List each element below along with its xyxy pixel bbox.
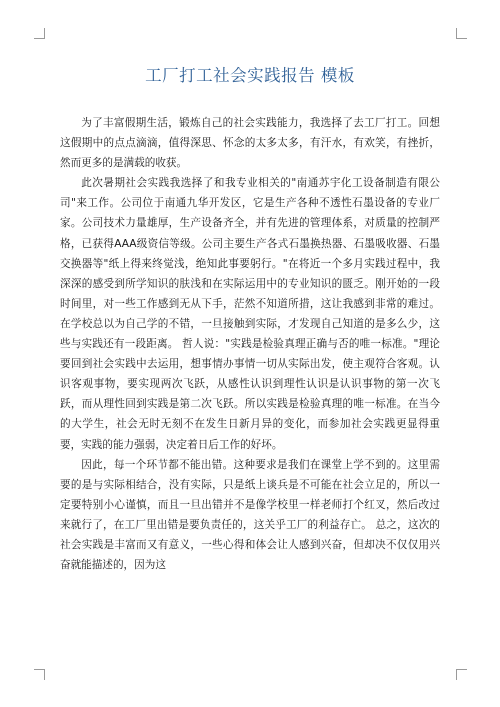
document-title: 工厂打工社会实践报告 模板 xyxy=(145,66,355,85)
document-body xyxy=(60,113,440,575)
crop-mark-top-left xyxy=(34,28,45,39)
paragraph: 此次暑期社会实践我选择了和我专业相关的"南通苏宇化工设备制造有限公司"来工作。公司位于南通九华开发区，它是生产各种不透性石墨设备的专业厂家。公司技术力量雄厚，生产设备齐全，并有先进的管理体系，对质量的控制严格，已获得AAA级资信等级。公司主要生产各式石墨换热器、石墨吸收器、石墨交换器等"纸上得来终觉浅，绝知此事要躬行。"在将近一个多月实践过程中，我深深的感受到所学知识的肤浅和在实际运用中的专业知识的匮乏。刚开始的一段时间里，对一些工作感到无从下手，茫然不知道所措，这让我感到非常的难过。在学校总以为自己学的不错，一旦接触到实际，才发现自己知道的是多么少，这些与实践还有一段距离。 哲人说："实践是检验真理正确与否的唯一标准。"理论要回到社会实践中去运用，想事情办事情一切从实际出发，使主观符合客观。认识客观事物，要实现两次飞跃，从感性认识到理性认识是认识事物的第一次飞跃，而从理性回到实践是第二次飞跃。所以实践是检验真理的唯一标准。在当今的大学生，社会无时无刻不在发生日新月异的变化，而参加社会实践更显得重要，实践的能力强弱，决定着日后工作的好坏。 xyxy=(60,177,440,451)
crop-mark-bottom-right xyxy=(456,669,467,680)
crop-mark-bottom-left xyxy=(34,669,45,680)
crop-mark-top-right xyxy=(456,28,467,39)
paragraph: 因此，每一个环节都不能出错。这种要求是我们在课堂上学不到的。这里需要的是与实际相结合，没有实际，只是纸上谈兵是不可能在社会立足的，所以一定要特别小心谨慎，而且一旦出错并不是像学校里一样老师打个红叉，然后改过来就行了，在工厂里出错是要负责任的，这关乎工厂的利益存亡。 总之，这次的社会实践是丰富而又有意义，一些心得和体会让人感到兴奋，但却决不仅仅用兴奋就能描述的，因为这 xyxy=(60,458,440,572)
paragraph: 为了丰富假期生活，锻炼自己的社会实践能力，我选择了去工厂打工。回想这假期中的点点滴滴，值得深思、怀念的太多太多，有汗水，有欢笑，有挫折，然而更多的是满载的收获。 xyxy=(60,117,440,170)
